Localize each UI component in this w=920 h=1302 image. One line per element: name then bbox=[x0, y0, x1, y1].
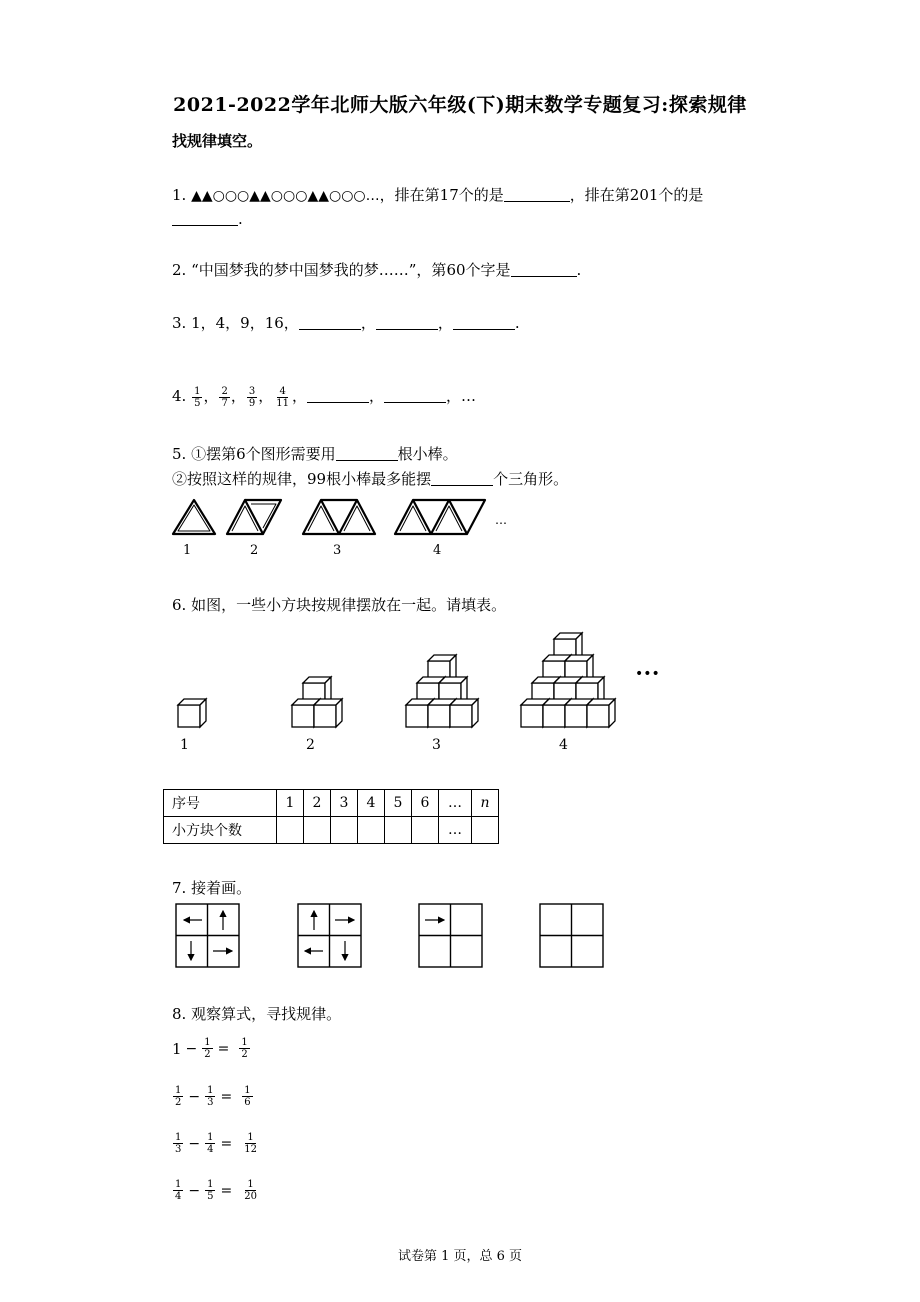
eq4-fraction-result: $\frac{1}{20}$ bbox=[244, 1179, 257, 1202]
q2-answer-blank[interactable] bbox=[511, 261, 577, 277]
q4-fraction-2: $\frac{2}{7}$ bbox=[221, 385, 228, 409]
table-header-count: 小方块个数 bbox=[164, 817, 277, 844]
q1-sequence: ▲▲○○○▲▲○○○▲▲○○○… bbox=[191, 188, 380, 204]
q4-sep-5: ， bbox=[369, 387, 385, 405]
triangle-fig-4 bbox=[395, 500, 485, 534]
q4-sep-1: ， bbox=[203, 387, 219, 405]
question-1-line-2 bbox=[172, 208, 243, 230]
q2-text-1: “中国梦我的梦中国梦我的梦……”，第 bbox=[191, 261, 447, 279]
q7-arrow-grids bbox=[170, 900, 610, 972]
q4-answer-blank-2[interactable] bbox=[384, 387, 446, 403]
q5-answer-blank-1[interactable] bbox=[336, 445, 398, 461]
cube-fig-3 bbox=[406, 655, 478, 727]
q5-figure-label-1: 1 bbox=[183, 543, 192, 558]
eq1-minus: − bbox=[185, 1040, 198, 1057]
eq3-fraction-b: $\frac{1}{4}$ bbox=[207, 1132, 214, 1155]
table-answer-cell[interactable] bbox=[412, 817, 439, 844]
q6-figure-label-1: 1 bbox=[180, 737, 189, 753]
q6-answer-table bbox=[163, 789, 499, 844]
q6-figure-label-4: 4 bbox=[559, 737, 568, 753]
eq2-equals: = bbox=[220, 1088, 233, 1105]
page-footer: 试卷第 1 页，总 6 页 bbox=[397, 1249, 523, 1264]
q3-end: . bbox=[514, 314, 520, 332]
eq3-fraction-result: $\frac{1}{12}$ bbox=[244, 1132, 257, 1155]
table-answer-cell[interactable] bbox=[277, 817, 304, 844]
eq1-fraction-result: $\frac{1}{2}$ bbox=[241, 1037, 248, 1060]
q5-answer-blank-2[interactable] bbox=[431, 470, 493, 486]
table-cell: 5 bbox=[385, 790, 412, 817]
cube-fig-2 bbox=[292, 677, 342, 727]
section-instruction: 找规律填空。 bbox=[172, 132, 263, 150]
table-row-index bbox=[164, 790, 499, 817]
q4-fraction-4: $\frac{4}{11}$ bbox=[276, 385, 289, 409]
q1-num-1: 17 bbox=[439, 186, 459, 204]
q5-p2-num: 99 bbox=[307, 470, 327, 488]
question-5-part-1 bbox=[172, 443, 458, 465]
table-cell: … bbox=[439, 790, 472, 817]
table-cell: 4 bbox=[358, 790, 385, 817]
q6-figure-label-3: 3 bbox=[432, 737, 441, 753]
eq4-equals: = bbox=[220, 1182, 233, 1199]
q1-end: . bbox=[238, 210, 243, 228]
q8-equation-4 bbox=[172, 1179, 260, 1202]
q7-number: 7. bbox=[172, 879, 187, 897]
table-row-count bbox=[164, 817, 499, 844]
eq4-fraction-a: 1 4 bbox=[175, 1179, 182, 1202]
eq2-fraction-a: 1 2 bbox=[175, 1085, 182, 1108]
q1-text-1: ，排在第 bbox=[379, 186, 440, 204]
eq1-term-a: 1 bbox=[172, 1039, 182, 1058]
question-7 bbox=[172, 877, 251, 899]
table-cell: 1 bbox=[277, 790, 304, 817]
q5-p2-text-a: ②按照这样的规律， bbox=[172, 470, 308, 488]
q8-text: 观察算式，寻找规律。 bbox=[191, 1005, 342, 1023]
question-2 bbox=[172, 259, 581, 281]
table-answer-cell[interactable] bbox=[472, 817, 499, 844]
eq3-fraction-a: 1 3 bbox=[175, 1132, 182, 1155]
question-8 bbox=[172, 1003, 341, 1025]
page-title: 2021-2022学年北师大版六年级(下)期末数学专题复习:探索规律 bbox=[173, 94, 747, 116]
q5-figure-label-2: 2 bbox=[250, 543, 259, 558]
q6-number: 6. bbox=[172, 596, 187, 614]
q5-number: 5. bbox=[172, 445, 187, 463]
q1-answer-blank-2[interactable] bbox=[172, 210, 238, 226]
q3-answer-blank-2[interactable] bbox=[376, 314, 438, 330]
eq3-minus: − bbox=[188, 1135, 201, 1152]
q1-number: 1. bbox=[172, 186, 187, 204]
q1-num-2: 201 bbox=[629, 186, 659, 204]
q4-sep-2: ， bbox=[230, 387, 246, 405]
q1-text-2: 个的是 bbox=[458, 186, 504, 204]
table-cell: … bbox=[439, 817, 472, 844]
q6-text: 如图，一些小方块按规律摆放在一起。请填表。 bbox=[191, 596, 507, 614]
q1-text-3: ，排在第 bbox=[569, 186, 630, 204]
table-answer-cell[interactable] bbox=[331, 817, 358, 844]
cube-fig-4 bbox=[521, 633, 615, 727]
q8-equation-1 bbox=[172, 1037, 251, 1060]
q1-text-4: 个的是 bbox=[658, 186, 704, 204]
q5-p1-text-a: ①摆第 bbox=[191, 445, 237, 463]
q3-answer-blank-1[interactable] bbox=[299, 314, 361, 330]
q6-figure-ellipsis: ••• bbox=[635, 666, 660, 682]
q4-end: ，… bbox=[446, 387, 477, 405]
q3-sep-1: ， bbox=[360, 314, 376, 332]
question-4 bbox=[172, 376, 476, 416]
q3-number: 3. bbox=[172, 314, 187, 332]
eq2-minus: − bbox=[188, 1088, 201, 1105]
triangle-fig-3 bbox=[303, 500, 375, 534]
eq2-fraction-result: $\frac{1}{6}$ bbox=[244, 1085, 251, 1108]
question-6 bbox=[172, 594, 506, 616]
q6-figure-label-2: 2 bbox=[306, 737, 315, 753]
q6-cube-figures bbox=[170, 625, 670, 755]
table-cell: n bbox=[472, 790, 499, 817]
q5-p2-text-b: 根小棒最多能摆 bbox=[326, 470, 432, 488]
q4-number: 4. bbox=[172, 387, 187, 405]
q5-p1-text-c: 根小棒。 bbox=[397, 445, 458, 463]
q4-answer-blank-1[interactable] bbox=[307, 387, 369, 403]
q2-num: 60 bbox=[446, 261, 466, 279]
q3-sequence: 1，4，9，16， bbox=[191, 314, 299, 332]
question-5-part-2 bbox=[172, 468, 568, 490]
question-3 bbox=[172, 312, 520, 334]
q8-equation-3 bbox=[172, 1132, 260, 1155]
triangle-fig-2 bbox=[227, 500, 281, 534]
table-answer-cell[interactable] bbox=[385, 817, 412, 844]
eq1-fraction-b: $\frac{1}{2}$ bbox=[204, 1037, 211, 1060]
table-header-index: 序号 bbox=[164, 790, 277, 817]
q2-number: 2. bbox=[172, 261, 187, 279]
q4-sep-4: ， bbox=[292, 387, 308, 405]
q1-answer-blank-1[interactable] bbox=[504, 186, 570, 202]
q8-number: 8. bbox=[172, 1005, 187, 1023]
q5-figure-label-4: 4 bbox=[433, 543, 442, 558]
eq2-fraction-b: $\frac{1}{3}$ bbox=[207, 1085, 214, 1108]
q4-fraction-1: $\frac{1}{5}$ bbox=[194, 385, 201, 409]
q5-p1-text-b: 个图形需要用 bbox=[245, 445, 336, 463]
table-answer-cell[interactable] bbox=[358, 817, 385, 844]
eq4-fraction-b: $\frac{1}{5}$ bbox=[207, 1179, 214, 1202]
q3-sep-2: ， bbox=[437, 314, 453, 332]
table-answer-cell[interactable] bbox=[304, 817, 331, 844]
q2-end: . bbox=[576, 261, 582, 279]
q5-figure-ellipsis: … bbox=[495, 513, 507, 527]
table-cell: 6 bbox=[412, 790, 439, 817]
q2-text-2: 个字是 bbox=[465, 261, 511, 279]
q5-triangle-figures bbox=[165, 490, 525, 562]
table-cell: 3 bbox=[331, 790, 358, 817]
q3-answer-blank-3[interactable] bbox=[453, 314, 515, 330]
q7-text: 接着画。 bbox=[191, 879, 252, 897]
eq3-equals: = bbox=[220, 1135, 233, 1152]
eq1-equals: = bbox=[217, 1040, 230, 1057]
q4-sep-3: ， bbox=[258, 387, 274, 405]
question-1 bbox=[172, 184, 703, 207]
q5-p1-num: 6 bbox=[236, 445, 246, 463]
q5-figure-label-3: 3 bbox=[333, 543, 342, 558]
cube-fig-1 bbox=[178, 699, 206, 727]
q5-p2-text-c: 个三角形。 bbox=[493, 470, 569, 488]
q4-fraction-3: $\frac{3}{9}$ bbox=[248, 385, 256, 409]
eq4-minus: − bbox=[188, 1182, 201, 1199]
q8-equation-2 bbox=[172, 1085, 254, 1108]
table-cell: 2 bbox=[304, 790, 331, 817]
